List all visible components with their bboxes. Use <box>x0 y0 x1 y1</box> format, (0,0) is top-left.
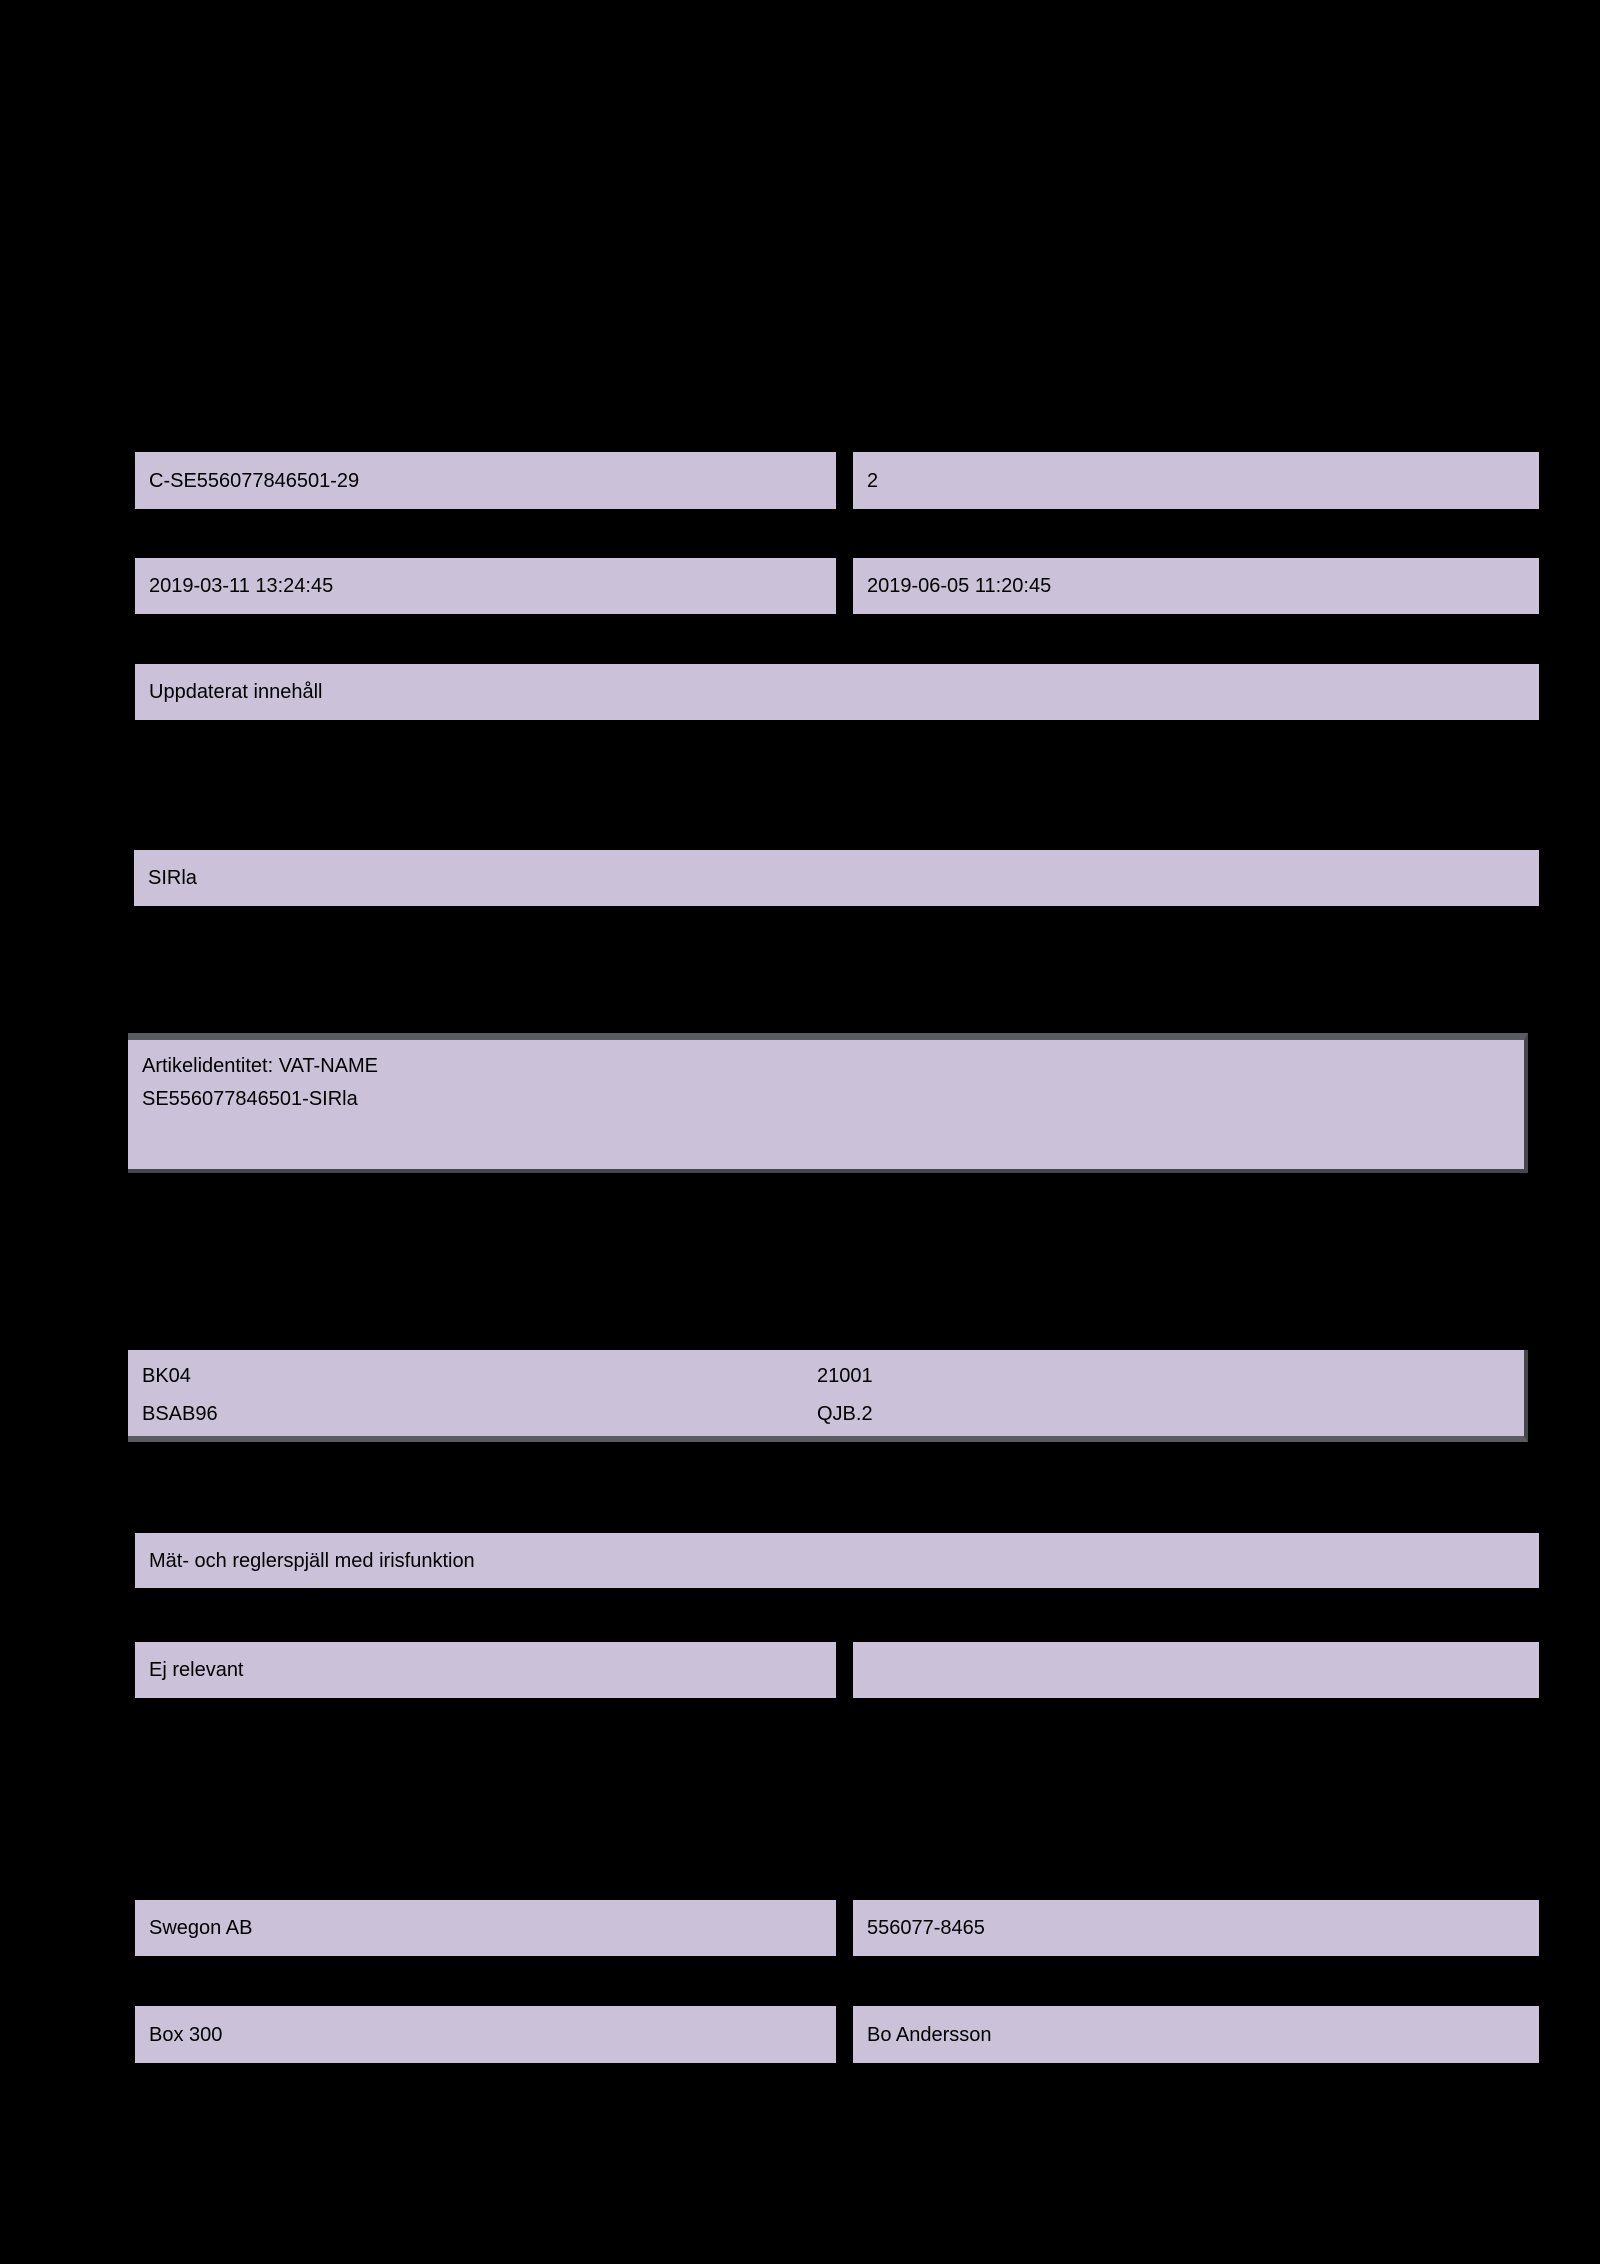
classification-code-value: 21001 <box>817 1365 873 1387</box>
classification-row <box>142 1395 1510 1433</box>
description-field[interactable]: Mät- och reglerspjäll med irisfunktion <box>135 1533 1539 1588</box>
classification-system-label: BSAB96 <box>142 1403 218 1425</box>
article-identity-label: Artikelidentitet: VAT-NAME <box>142 1055 378 1077</box>
address-field[interactable]: Box 300 <box>135 2006 836 2063</box>
empty-field[interactable] <box>853 1642 1539 1698</box>
article-identity-value: SE556077846501-SIRla <box>142 1088 358 1110</box>
company-name-field[interactable]: Swegon AB <box>135 1900 836 1956</box>
updated-at-field[interactable]: 2019-06-05 11:20:45 <box>853 558 1539 614</box>
org-number-field[interactable]: 556077-8465 <box>853 1900 1539 1956</box>
product-name-field[interactable]: SIRla <box>134 850 1539 906</box>
document-id-field[interactable]: C-SE556077846501-29 <box>135 452 836 509</box>
article-identity-box[interactable] <box>128 1033 1528 1173</box>
version-field[interactable]: 2 <box>853 452 1539 509</box>
change-note-field[interactable]: Uppdaterat innehåll <box>135 664 1539 720</box>
created-at-field[interactable]: 2019-03-11 13:24:45 <box>135 558 836 614</box>
classification-row <box>142 1357 1510 1395</box>
classification-box[interactable] <box>128 1350 1528 1442</box>
classification-system-label: BK04 <box>142 1365 191 1387</box>
classification-code-value: QJB.2 <box>817 1403 873 1425</box>
contact-person-field[interactable]: Bo Andersson <box>853 2006 1539 2063</box>
relevance-field[interactable]: Ej relevant <box>135 1642 836 1698</box>
